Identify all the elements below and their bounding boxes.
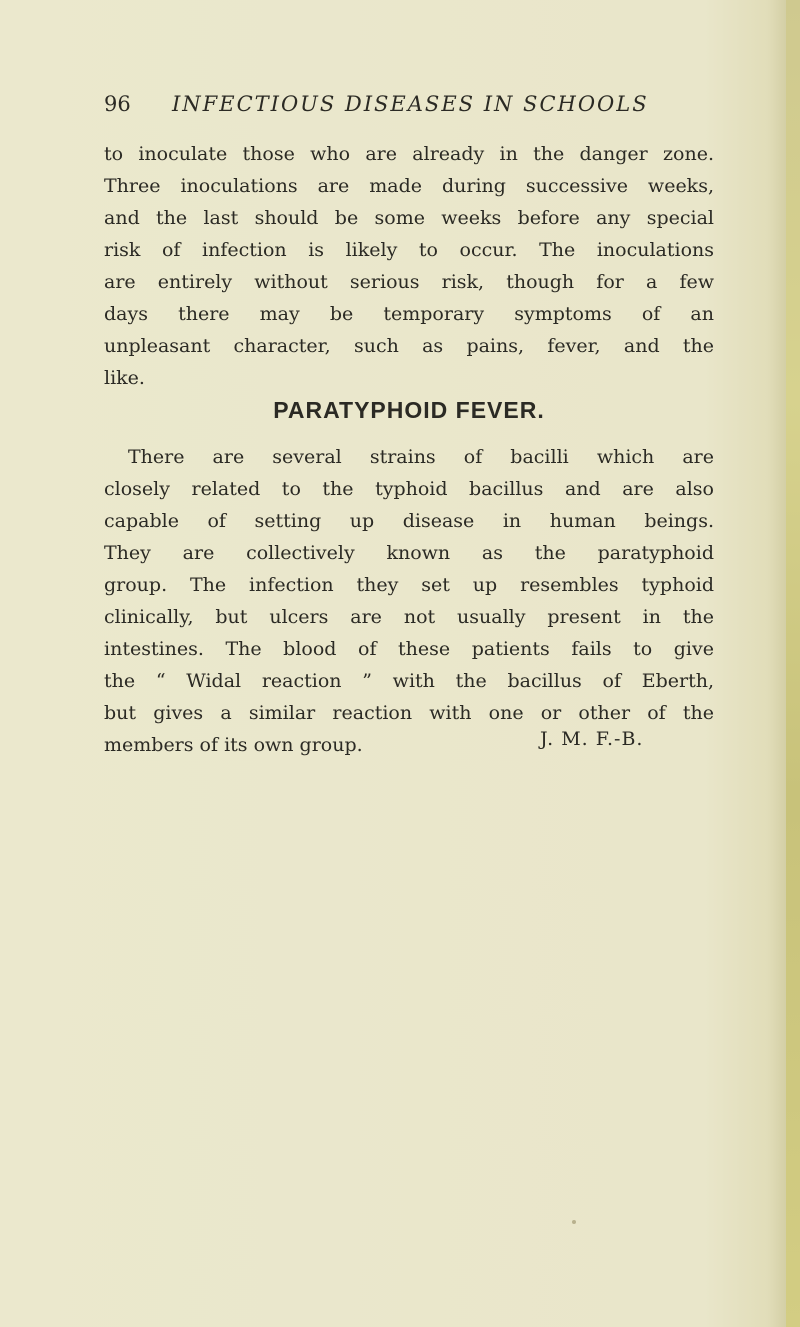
text-line: capable of setting up disease in human beings. (104, 510, 714, 532)
section-heading: PARATYPHOID FEVER. (273, 397, 545, 423)
text-line: to inoculate those who are already in the danger zone. (104, 143, 714, 165)
text-line: There are several strains of bacilli which are (128, 446, 714, 468)
text-line: days there may be temporary symptoms of an (104, 303, 714, 325)
text-line: clinically, but ulcers are not usually present in the (104, 606, 714, 628)
page-number: 96 (104, 92, 131, 116)
text-line: group. The infection they set up resembles typhoid (104, 574, 714, 596)
text-line: like. (104, 367, 145, 389)
paragraph-paratyphoid (104, 441, 714, 761)
text-line: closely related to the typhoid bacillus and are also (104, 478, 714, 500)
paper-speck (572, 1220, 576, 1224)
text-line: are entirely without serious risk, though for a few (104, 271, 714, 293)
text-line: members of its own group. (104, 734, 363, 756)
text-line: risk of infection is likely to occur. The inoculations (104, 239, 714, 261)
text-line: and the last should be some weeks before any special (104, 207, 714, 229)
text-line: Three inoculations are made during successive weeks, (104, 175, 714, 197)
text-line: unpleasant character, such as pains, fever, and the (104, 335, 714, 357)
running-title: INFECTIOUS DISEASES IN SCHOOLS (172, 92, 649, 116)
paragraph-inoculation (104, 138, 714, 394)
running-header (104, 92, 724, 122)
text-line: the “ Widal reaction ” with the bacillus of Eberth, (104, 670, 714, 692)
page-edge (786, 0, 800, 1327)
author-signature: J. M. F.-B. (540, 728, 644, 750)
text-line: They are collectively known as the paratyphoid (104, 542, 714, 564)
text-line: intestines. The blood of these patients fails to give (104, 638, 714, 660)
text-line: but gives a similar reaction with one or other of the (104, 702, 714, 724)
